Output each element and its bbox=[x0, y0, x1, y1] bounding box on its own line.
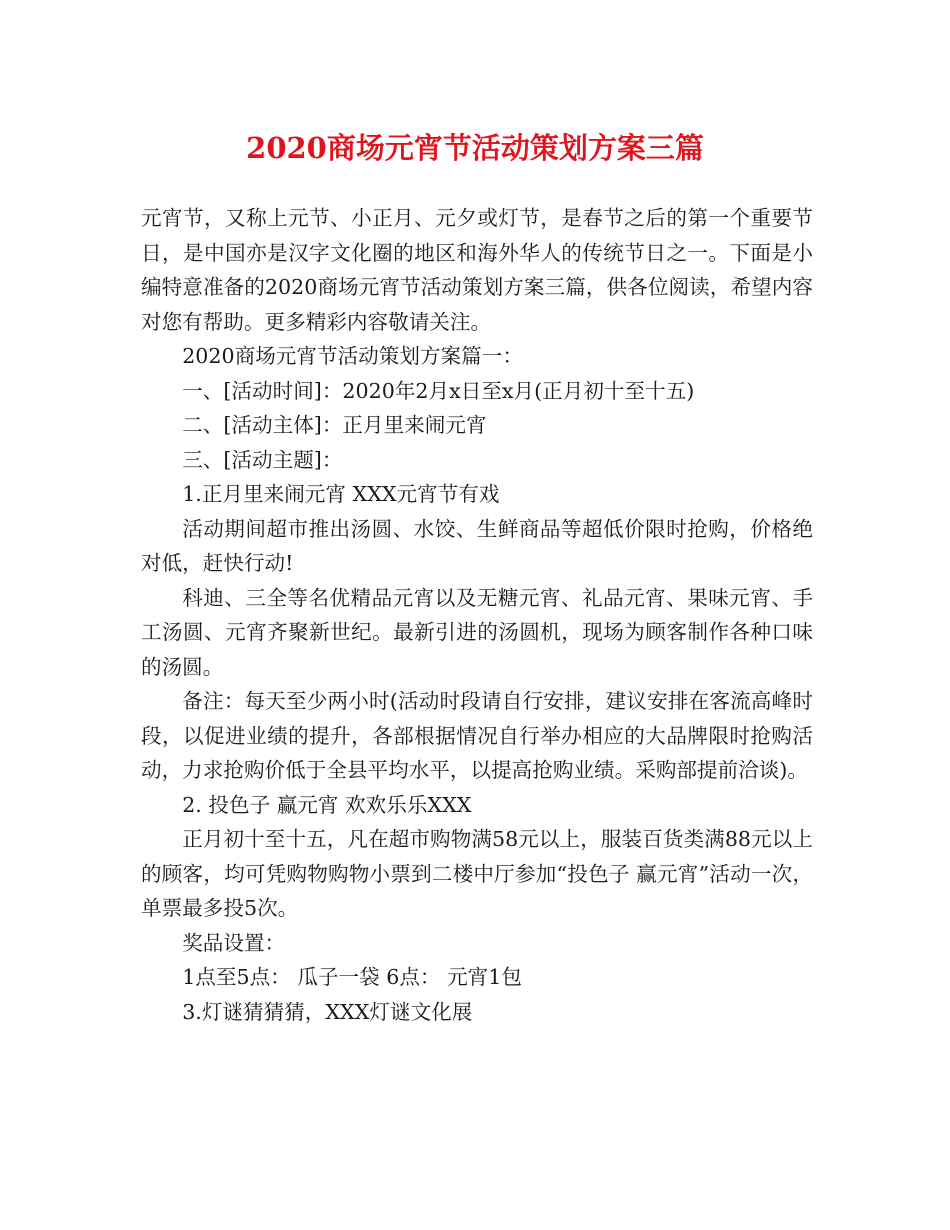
theme-item-1: 1.正月里来闹元宵 XXX元宵节有戏 bbox=[182, 482, 500, 506]
paragraph-flash-sale: 活动期间超市推出汤圆、水饺、生鲜商品等超低价限时抢购，价格绝对低，赶快行动! bbox=[141, 516, 813, 575]
paragraph-dice-game: 正月初十至十五，凡在超市购物满58元以上，服装百货类满88元以上的顾客，均可凭购物购物小票到二楼中厅参加“投色子 赢元宵”活动一次，单票最多投5次。 bbox=[141, 827, 813, 920]
activity-subject-line: 二、[活动主体]：正月里来闹元宵 bbox=[182, 413, 487, 437]
theme-item-2: 2. 投色子 赢元宵 欢欢乐乐XXX bbox=[182, 792, 472, 817]
intro-paragraph: 元宵节，又称上元节、小正月、元夕或灯节，是春节之后的第一个重要节日，是中国亦是汉字文化圈的地区和海外华人的传统节日之一。下面是小编特意准备的2020商场元宵节活动策划方案三篇，供各位阅读，希望内容对您有帮助。更多精彩内容敬请关注。 bbox=[141, 206, 813, 334]
paragraph-brands: 科迪、三全等名优精品元宵以及无糖元宵、礼品元宵、果味元宵、手工汤圆、元宵齐聚新世纪。最新引进的汤圆机，现场为顾客制作各种口味的汤圆。 bbox=[141, 585, 813, 679]
document-title: 2020商场元宵节活动策划方案三篇 bbox=[246, 131, 704, 165]
document-body bbox=[141, 201, 813, 1029]
paragraph-remarks: 备注：每天至少两小时(活动时段请自行安排，建议安排在客流高峰时段，以促进业绩的提升，各部根据情况自行举办相应的大品牌限时抢购活动，力求抢购价低于全县平均水平，以提高抢购业绩。采购部提前洽谈)。 bbox=[141, 689, 813, 782]
theme-item-3: 3.灯谜猜猜猜，XXX灯谜文化展 bbox=[182, 999, 473, 1024]
section-heading-plan-one: 2020商场元宵节活动策划方案篇一： bbox=[182, 344, 523, 368]
prize-list-line: 1点至5点： 瓜子一袋 6点： 元宵1包 bbox=[182, 965, 522, 989]
activity-theme-line: 三、[活动主题]： bbox=[182, 447, 343, 472]
prize-settings-heading: 奖品设置： bbox=[182, 930, 286, 955]
activity-time-line: 一、[活动时间]：2020年2月x日至x月(正月初十至十五) bbox=[182, 378, 695, 403]
